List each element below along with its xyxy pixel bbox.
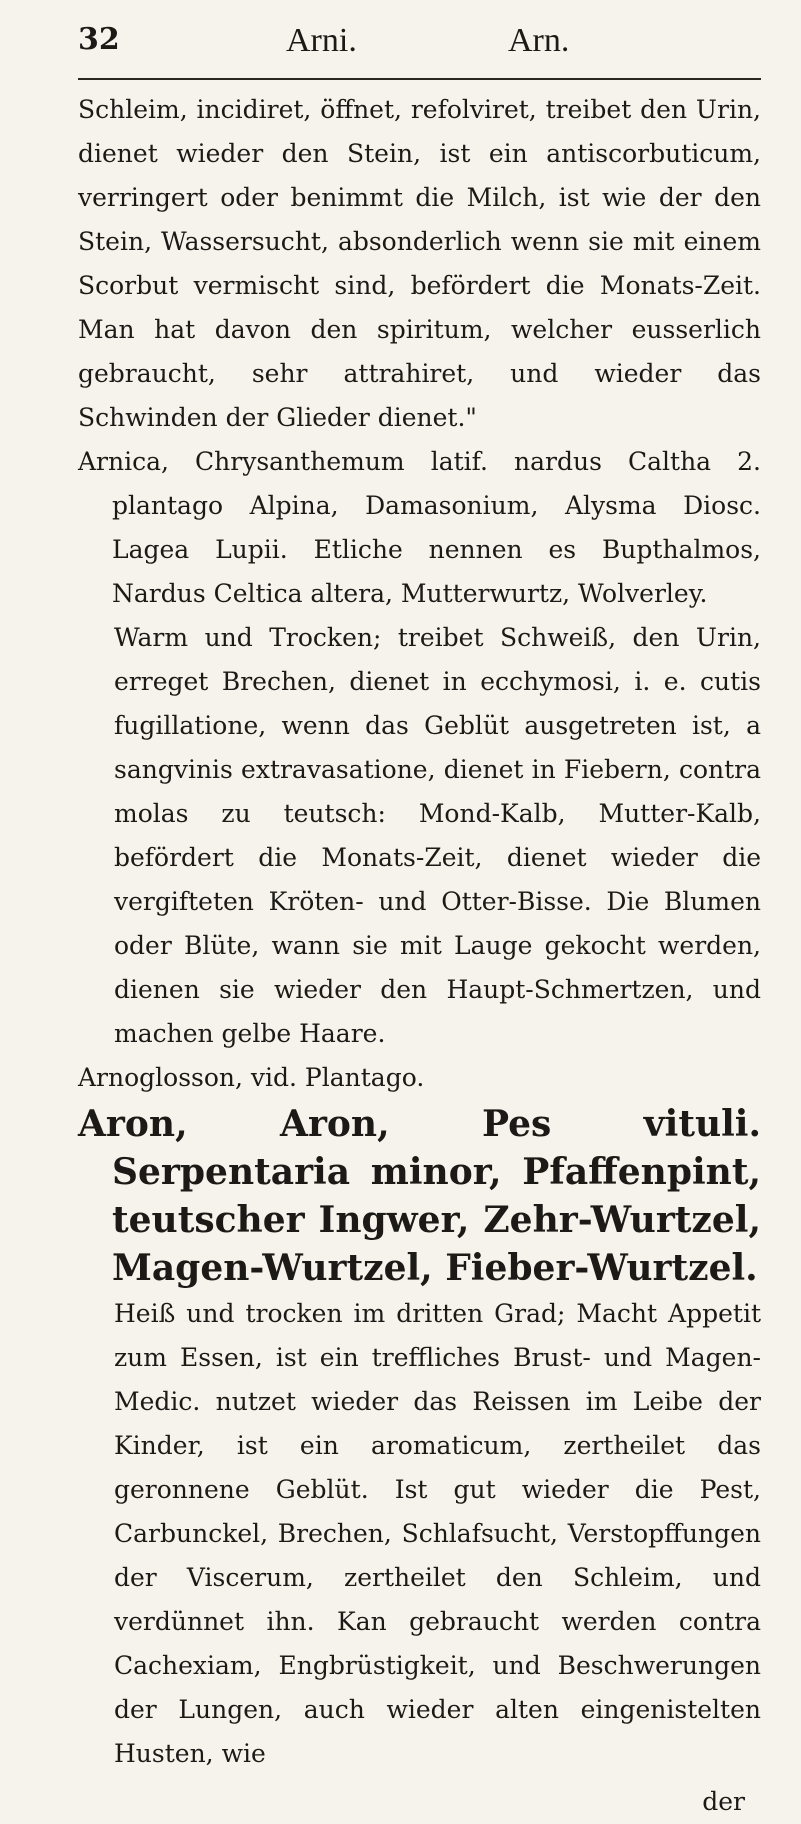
paragraph-arnica-properties: Warm und Trocken; treibet Schweiß, den Urin, erreget Brechen, dienet in ecchymosi, i. e. cutis fugillatione, wenn das Geblüt ausgetreten ist, a sangvinis extravasatione, dienet in Fiebern, contra molas zu teutsch: Mond-Kalb, Mutter-Kalb, befördert die Monats-Zeit, dienet wieder die vergifteten Kröten- und Otter-Bisse. Die Blumen oder Blüte, wann sie mit Lauge gekocht werden, dienen sie wieder den Haupt-Schmertzen, und machen gelbe Haare. <box>114 623 761 1048</box>
catchword: der <box>702 1787 745 1816</box>
entry-arnica: Arnica, Chrysanthemum latif. nardus Caltha 2. plantago Alpina, Damasonium, Alysma Diosc. Lagea Lupii. Etliche nennen es Bupthalmos, Nardus Celtica altera, Mutterwurtz, Wolverley. <box>78 447 761 608</box>
page-header <box>78 14 761 80</box>
paragraph-aron-properties: Heiß und trocken im dritten Grad; Macht Appetit zum Essen, ist ein treffliches Brust- und Magen-Medic. nutzet wieder das Reissen im Leibe der Kinder, ist ein aromaticum, zertheilet das geronnene Geblüt. Ist gut wieder die Pest, Carbunckel, Brechen, Schlafsucht, Verstopffungen der Viscerum, zertheilet den Schleim, und verdünnet ihn. Kan gebraucht werden contra Cachexiam, Engbrüstigkeit, und Beschwerungen der Lungen, auch wieder alten eingenistelten Husten, wie <box>114 1299 761 1768</box>
page-number: 32 <box>78 22 120 57</box>
page-body <box>78 88 761 1824</box>
paragraph-continuation: Schleim, incidiret, öffnet, refolviret, treibet den Urin, dienet wieder den Stein, ist ein antiscorbuticum, verringert oder benimmt die Milch, ist wie der den Stein, Wassersucht, absonderlich wenn sie mit einem Scorbut vermischt sind, befördert die Monats-Zeit. Man hat davon den spiritum, welcher eusserlich gebraucht, sehr attrahiret, und wieder das Schwinden der Glieder dienet." <box>78 95 761 432</box>
entry-arnoglosson: Arnoglosson, vid. Plantago. <box>78 1063 425 1092</box>
running-headword-right: Arn. <box>508 22 570 59</box>
entry-aron: Aron, Aron, Pes vituli. Serpentaria minor, Pfaffenpint, teutscher Ingwer, Zehr-Wurtzel, Magen-Wurtzel, Fieber-Wurtzel. <box>78 1103 761 1289</box>
running-headword-left: Arni. <box>286 22 357 59</box>
